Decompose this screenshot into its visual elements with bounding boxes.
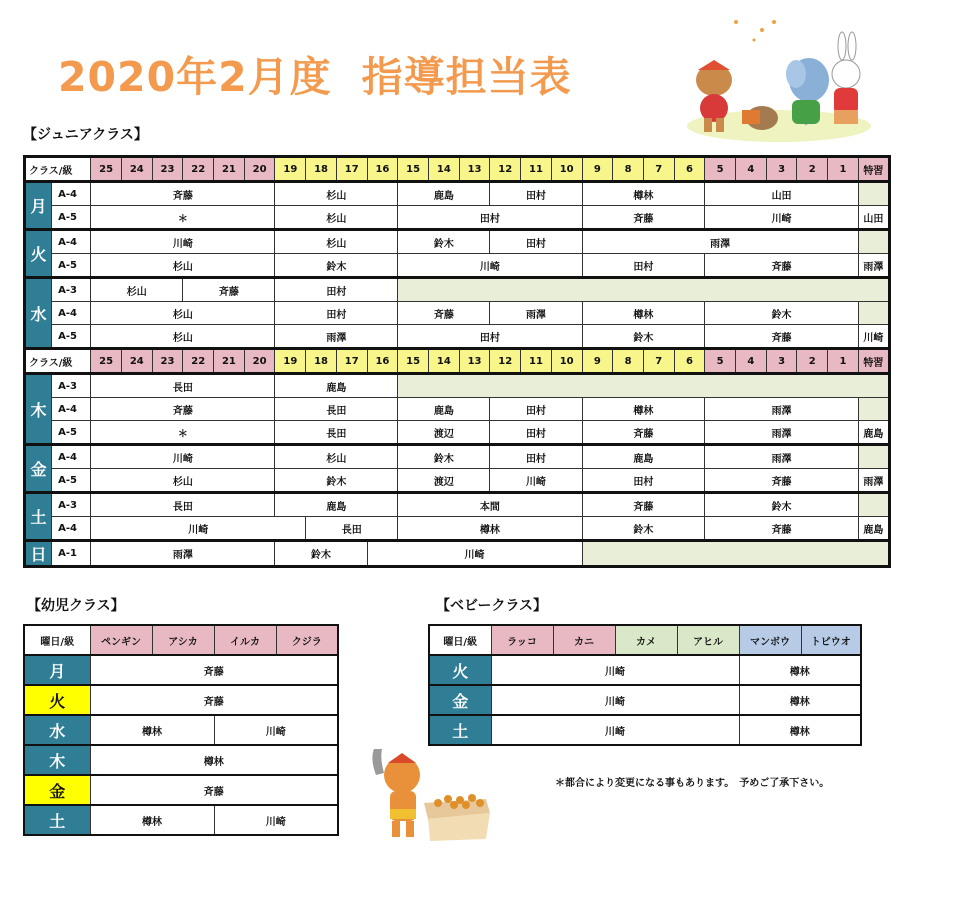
day-label: 火	[24, 685, 90, 715]
instructor-cell: ＊	[91, 421, 275, 445]
junior-section-title: 【ジュニアクラス】	[23, 127, 148, 143]
level-header: 21	[214, 349, 245, 374]
instructor-cell: 川崎	[214, 805, 338, 835]
instructor-cell: 山田	[705, 182, 859, 206]
level-header: マンボウ	[739, 625, 801, 655]
instructor-cell: 川崎	[91, 445, 275, 469]
instructor-cell: 斉藤	[90, 655, 338, 685]
preschool-row	[24, 715, 338, 745]
level-header: 12	[490, 349, 521, 374]
junior-row	[25, 398, 890, 421]
instructor-cell: 本間	[398, 493, 582, 517]
preschool-section-title: 【幼児クラス】	[27, 598, 125, 614]
junior-header-row	[25, 157, 890, 182]
empty-cell	[398, 374, 890, 398]
oni-demon-illustration	[366, 745, 492, 841]
day-label: 月	[24, 655, 90, 685]
level-header: 23	[152, 349, 183, 374]
class-label: A-3	[52, 278, 91, 302]
instructor-cell: 杉山	[275, 445, 398, 469]
instructor-cell: 斉藤	[90, 685, 338, 715]
instructor-cell: 斉藤	[705, 325, 859, 349]
instructor-cell: 鈴木	[275, 541, 367, 567]
level-header: 10	[551, 349, 582, 374]
day-label: 月	[25, 182, 52, 230]
instructor-cell: 鈴木	[398, 230, 490, 254]
instructor-cell: 鹿島	[858, 517, 889, 541]
day-label: 土	[24, 805, 90, 835]
instructor-cell: 田村	[490, 398, 582, 421]
instructor-cell: 斉藤	[91, 182, 275, 206]
junior-row	[25, 517, 890, 541]
level-header: 6	[674, 157, 705, 182]
level-header: 4	[736, 349, 767, 374]
instructor-cell: 鈴木	[275, 469, 398, 493]
instructor-cell: 川崎	[858, 325, 889, 349]
instructor-cell: 川崎	[367, 541, 582, 567]
instructor-cell: 鈴木	[582, 517, 705, 541]
day-label: 木	[24, 745, 90, 775]
junior-row	[25, 254, 890, 278]
junior-row	[25, 278, 890, 302]
instructor-cell: 斉藤	[90, 775, 338, 805]
instructor-cell: 長田	[306, 517, 398, 541]
class-label: A-4	[52, 182, 91, 206]
instructor-cell: 杉山	[275, 206, 398, 230]
day-label: 水	[24, 715, 90, 745]
empty-cell	[858, 182, 889, 206]
level-header: 22	[183, 157, 214, 182]
instructor-cell: 樽林	[582, 182, 705, 206]
instructor-cell: 川崎	[91, 517, 306, 541]
junior-schedule-table	[23, 155, 891, 568]
instructor-cell: 斉藤	[705, 469, 859, 493]
empty-cell	[858, 398, 889, 421]
level-header: アヒル	[677, 625, 739, 655]
instructor-cell: 杉山	[91, 254, 275, 278]
instructor-cell: 鹿島	[398, 182, 490, 206]
preschool-row	[24, 745, 338, 775]
preschool-header-label: 曜日/級	[24, 625, 90, 655]
junior-row	[25, 374, 890, 398]
instructor-cell: 鈴木	[582, 325, 705, 349]
junior-row	[25, 421, 890, 445]
class-label: A-4	[52, 302, 91, 325]
junior-row	[25, 325, 890, 349]
day-label: 日	[25, 541, 52, 567]
instructor-cell: 雨澤	[582, 230, 858, 254]
instructor-cell: 長田	[91, 493, 275, 517]
level-header: 2	[797, 349, 828, 374]
instructor-cell: 長田	[91, 374, 275, 398]
level-header: 20	[244, 157, 275, 182]
instructor-cell: 川崎	[491, 685, 739, 715]
preschool-row	[24, 805, 338, 835]
level-header: 特習	[858, 157, 889, 182]
level-header: 5	[705, 157, 736, 182]
level-header: 8	[613, 157, 644, 182]
class-label: A-4	[52, 445, 91, 469]
level-header: 3	[766, 157, 797, 182]
instructor-cell: 雨澤	[275, 325, 398, 349]
instructor-cell: 樽林	[739, 655, 861, 685]
instructor-cell: 長田	[275, 398, 398, 421]
level-header: 17	[336, 349, 367, 374]
class-label: A-4	[52, 398, 91, 421]
instructor-cell: 長田	[275, 421, 398, 445]
class-label: A-4	[52, 230, 91, 254]
level-header: 20	[244, 349, 275, 374]
level-header: 19	[275, 349, 306, 374]
day-label: 木	[25, 374, 52, 445]
level-header: 3	[766, 349, 797, 374]
junior-header-label: クラス/級	[25, 157, 91, 182]
baby-row	[429, 685, 861, 715]
instructor-cell: 杉山	[275, 230, 398, 254]
level-header: 21	[214, 157, 245, 182]
instructor-cell: 渡辺	[398, 421, 490, 445]
instructor-cell: 田村	[490, 230, 582, 254]
level-header: 9	[582, 157, 613, 182]
instructor-cell: 鹿島	[582, 445, 705, 469]
class-label: A-5	[52, 325, 91, 349]
note-text: ＊都合により変更になる事もあります。 予めご了承下さい。	[555, 778, 830, 789]
instructor-cell: 雨澤	[490, 302, 582, 325]
instructor-cell: 雨澤	[705, 398, 859, 421]
instructor-cell: 樽林	[582, 398, 705, 421]
level-header: アシカ	[152, 625, 214, 655]
level-header: 11	[521, 157, 552, 182]
level-header: イルカ	[214, 625, 276, 655]
junior-row	[25, 230, 890, 254]
class-label: A-5	[52, 254, 91, 278]
empty-cell	[398, 278, 890, 302]
instructor-cell: 杉山	[91, 469, 275, 493]
preschool-row	[24, 775, 338, 805]
level-header: 14	[428, 349, 459, 374]
junior-row	[25, 541, 890, 567]
instructor-cell: 田村	[275, 278, 398, 302]
page-title: 2020年2月度 指導担当表	[58, 53, 572, 101]
instructor-cell: 樽林	[90, 805, 214, 835]
level-header: 18	[306, 349, 337, 374]
level-header: 1	[828, 157, 859, 182]
instructor-cell: 鈴木	[275, 254, 398, 278]
instructor-cell: 樽林	[739, 715, 861, 745]
level-header: 10	[551, 157, 582, 182]
junior-header-label: クラス/級	[25, 349, 91, 374]
day-label: 金	[24, 775, 90, 805]
level-header: 5	[705, 349, 736, 374]
day-label: 土	[429, 715, 491, 745]
instructor-cell: 樽林	[398, 517, 582, 541]
level-header: 17	[336, 157, 367, 182]
instructor-cell: 渡辺	[398, 469, 490, 493]
level-header: 23	[152, 157, 183, 182]
junior-row	[25, 469, 890, 493]
level-header: 13	[459, 157, 490, 182]
class-label: A-1	[52, 541, 91, 567]
instructor-cell: 川崎	[398, 254, 582, 278]
level-header: 25	[91, 157, 122, 182]
empty-cell	[582, 541, 890, 567]
instructor-cell: 鹿島	[275, 374, 398, 398]
instructor-cell: 鹿島	[398, 398, 490, 421]
animals-setsubun-illustration	[684, 18, 874, 142]
instructor-cell: 雨澤	[858, 469, 889, 493]
instructor-cell: 杉山	[91, 278, 183, 302]
day-label: 金	[429, 685, 491, 715]
level-header: 24	[121, 157, 152, 182]
instructor-cell: 鹿島	[275, 493, 398, 517]
instructor-cell: 川崎	[705, 206, 859, 230]
instructor-cell: 雨澤	[91, 541, 275, 567]
level-header: 7	[643, 157, 674, 182]
instructor-cell: 鈴木	[705, 302, 859, 325]
instructor-cell: 樽林	[582, 302, 705, 325]
junior-row	[25, 493, 890, 517]
instructor-cell: 斉藤	[582, 493, 705, 517]
instructor-cell: 雨澤	[858, 254, 889, 278]
day-label: 火	[429, 655, 491, 685]
junior-row	[25, 206, 890, 230]
baby-schedule-table	[428, 624, 862, 746]
empty-cell	[858, 230, 889, 254]
instructor-cell: 鈴木	[398, 445, 490, 469]
instructor-cell: 樽林	[90, 715, 214, 745]
class-label: A-4	[52, 517, 91, 541]
level-header: 15	[398, 157, 429, 182]
level-header: 8	[613, 349, 644, 374]
level-header: 18	[306, 157, 337, 182]
baby-row	[429, 715, 861, 745]
day-label: 火	[25, 230, 52, 278]
level-header: 1	[828, 349, 859, 374]
level-header: 9	[582, 349, 613, 374]
level-header: ペンギン	[90, 625, 152, 655]
instructor-cell: 川崎	[91, 230, 275, 254]
level-header: 22	[183, 349, 214, 374]
instructor-cell: 杉山	[91, 325, 275, 349]
instructor-cell: 斉藤	[705, 517, 859, 541]
empty-cell	[858, 493, 889, 517]
instructor-cell: 川崎	[214, 715, 338, 745]
level-header: 24	[121, 349, 152, 374]
level-header: 6	[674, 349, 705, 374]
instructor-cell: 杉山	[275, 182, 398, 206]
instructor-cell: 田村	[490, 421, 582, 445]
level-header: 13	[459, 349, 490, 374]
level-header: 15	[398, 349, 429, 374]
instructor-cell: 山田	[858, 206, 889, 230]
instructor-cell: 雨澤	[705, 445, 859, 469]
instructor-cell: 田村	[398, 325, 582, 349]
level-header: カニ	[553, 625, 615, 655]
instructor-cell: 田村	[490, 182, 582, 206]
instructor-cell: ＊	[91, 206, 275, 230]
level-header: 19	[275, 157, 306, 182]
preschool-header-row	[24, 625, 338, 655]
level-header: 11	[521, 349, 552, 374]
preschool-schedule-table	[23, 624, 339, 836]
instructor-cell: 鈴木	[705, 493, 859, 517]
level-header: 2	[797, 157, 828, 182]
instructor-cell: 斉藤	[582, 206, 705, 230]
level-header: 14	[428, 157, 459, 182]
class-label: A-5	[52, 206, 91, 230]
instructor-cell: 斉藤	[91, 398, 275, 421]
level-header: 4	[736, 157, 767, 182]
junior-row	[25, 182, 890, 206]
baby-header-label: 曜日/級	[429, 625, 491, 655]
level-header: 7	[643, 349, 674, 374]
instructor-cell: 川崎	[490, 469, 582, 493]
instructor-cell: 斉藤	[183, 278, 275, 302]
day-label: 水	[25, 278, 52, 349]
baby-header-row	[429, 625, 861, 655]
class-label: A-3	[52, 493, 91, 517]
junior-header-row	[25, 349, 890, 374]
level-header: 25	[91, 349, 122, 374]
instructor-cell: 杉山	[91, 302, 275, 325]
junior-row	[25, 302, 890, 325]
day-label: 金	[25, 445, 52, 493]
instructor-cell: 田村	[582, 254, 705, 278]
instructor-cell: 雨澤	[705, 421, 859, 445]
level-header: トビウオ	[801, 625, 861, 655]
preschool-row	[24, 655, 338, 685]
level-header: 16	[367, 157, 398, 182]
instructor-cell: 斉藤	[398, 302, 490, 325]
instructor-cell: 田村	[582, 469, 705, 493]
empty-cell	[858, 302, 889, 325]
instructor-cell: 田村	[275, 302, 398, 325]
level-header: 16	[367, 349, 398, 374]
instructor-cell: 樽林	[90, 745, 338, 775]
instructor-cell: 田村	[490, 445, 582, 469]
baby-section-title: 【ベビークラス】	[436, 598, 548, 614]
instructor-cell: 樽林	[739, 685, 861, 715]
level-header: カメ	[615, 625, 677, 655]
instructor-cell: 斉藤	[705, 254, 859, 278]
empty-cell	[858, 445, 889, 469]
instructor-cell: 田村	[398, 206, 582, 230]
class-label: A-3	[52, 374, 91, 398]
instructor-cell: 斉藤	[582, 421, 705, 445]
class-label: A-5	[52, 469, 91, 493]
instructor-cell: 川崎	[491, 715, 739, 745]
level-header: 特習	[858, 349, 889, 374]
instructor-cell: 川崎	[491, 655, 739, 685]
preschool-row	[24, 685, 338, 715]
junior-row	[25, 445, 890, 469]
class-label: A-5	[52, 421, 91, 445]
day-label: 土	[25, 493, 52, 541]
baby-row	[429, 655, 861, 685]
level-header: ラッコ	[491, 625, 553, 655]
instructor-cell: 鹿島	[858, 421, 889, 445]
level-header: 12	[490, 157, 521, 182]
level-header: クジラ	[276, 625, 338, 655]
